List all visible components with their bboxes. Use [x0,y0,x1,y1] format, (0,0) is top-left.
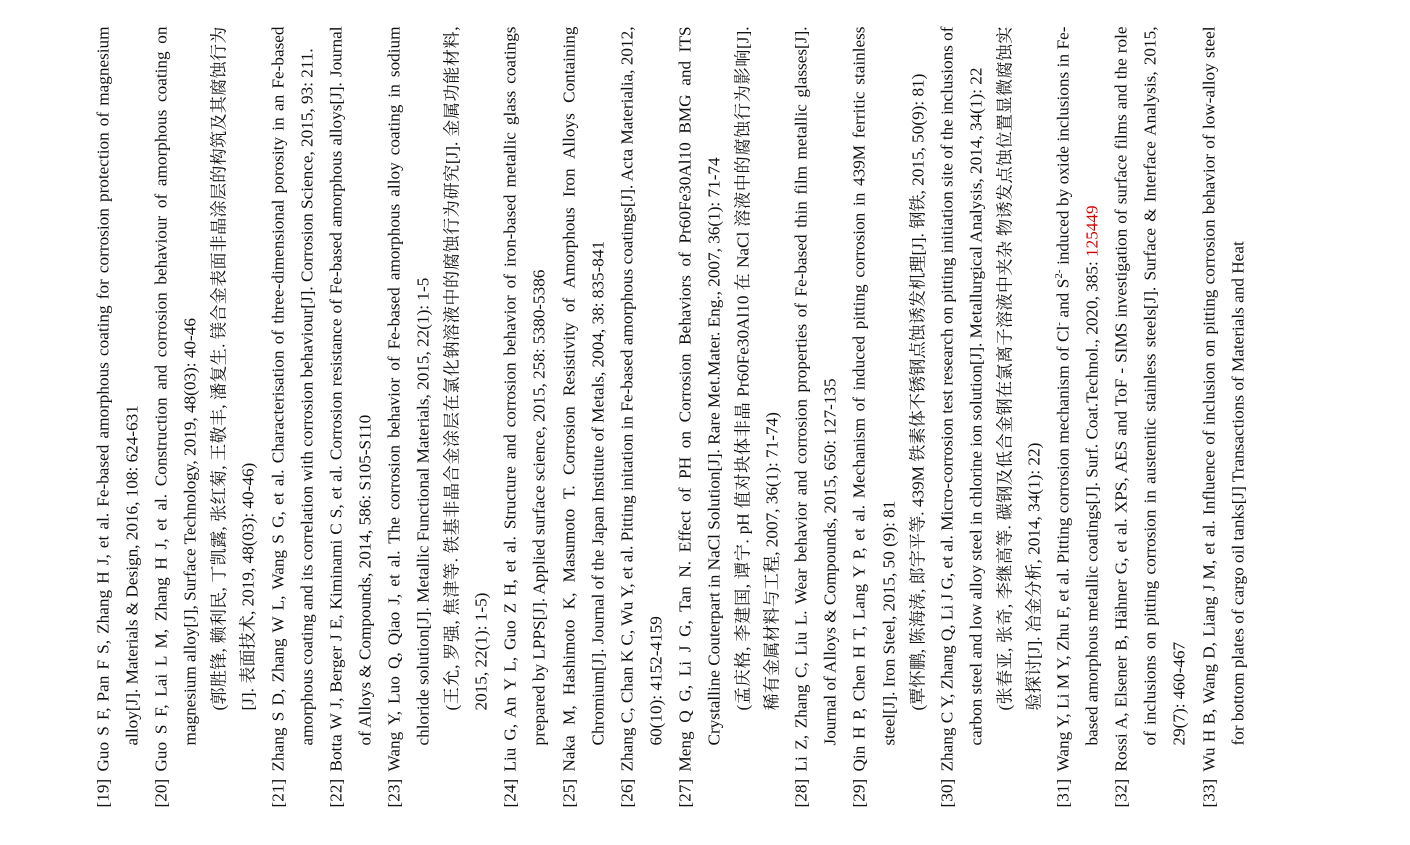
reference-text: Guo S F, Pan F S, Zhang H J, et al. Fe-based amorphous coating for corrosion protection of magnesium alloy[J]. Materials & Design, 2016, 108: 624-631 [93,26,142,771]
reference-number: [24] [500,778,520,807]
reference-number: [20] [151,778,171,807]
reference-text: Botta W J, Berger J E, Kiminami C S, et al. Corrosion resistance of Fe-based amorphous alloys[J]. Journal of Alloys & Compounds, 2014, 586: S105-S110 [325,26,374,771]
reference-text: Meng Q G, Li J G, Tan N. Effect of PH on Corrosion Behaviors of Pr60Fe30Al10 BMG and ITS Crystalline Couterpart in NaCl Solution[J]. Rare Met.Mater. Eng., 2007, 36(1): 71-74 [674,26,723,771]
superscript: - [1052,321,1065,326]
reference-number: [31] [1053,778,1073,807]
reference-text: Qin H P, Chen H T, Lang Y P, et al. Mechanism of induced pitting corrosion in 439M ferritic stainless steel[J]. Iron Steel, 2015, 50 (9): 81 [849,26,898,771]
reference-33 [1194,26,1252,807]
reference-number: [26] [616,778,636,807]
reference-text: Zhang C Y, Zhang Q, Li J G, et al. Micro-corrosion test research on pitting initiation site of the inclusions of carbon steel and low alloy steel in chlorine ion solution[J]. Metallurgical Analysis, 2014, 34(1): 22 [936,26,985,771]
reference-text: Rossi A, Elsener B, Hähner G, et al. XPS, AES and ToF - SIMS investigation of surface films and the role of inclusions on pitting corrosion in austenitic stainless steels[J]. Surface & Interface Analysis, 2015, 29(7): 460-467 [1111,26,1189,771]
reference-number: [29] [849,778,869,807]
reference-number: [30] [936,778,956,807]
reference-number: [23] [383,778,403,807]
reference-25 [554,26,612,807]
reference-text: Zhang S D, Zhang W L, Wang S G, et al. Characterisation of three-dimensional porosity in an Fe-based amorphous coating and its correlation with corrosion behaviour[J]. Corrosion Science, 2015, 93: 211. [267,26,316,771]
reference-number: [28] [791,778,811,807]
reference-text: Naka M, Hashimoto K, Masumoto T. Corrosion Resistivity of Amorphous Iron Alloys Containing Chromium[J]. Journal of the Japan Institute of Metals, 2004, 38: 835-841 [558,26,607,771]
reference-29 [844,26,931,807]
reference-text: Guo S F, Lai L M, Zhang H J, et al. Construction and corrosion behaviour of amorphous coating on magnesium alloy[J], Surface Technology, 2019, 48(03): 40-46 [151,26,200,771]
reference-text-chinese: (覃怀鹏, 陈海涛, 郎宇平等. 439M 铁素体不锈钢点蚀诱发机理[J]. 钢铁, 2015, 50(9): 81) [907,73,927,710]
reference-text-chinese: (孟庆格, 李建国, 谭宁. pH 值对块体非晶 Pr60Fe30Al10 在 NaCl 溶液中的腐蚀行为影响[J]. 稀有金属材料与工程, 2007, 36(1): 71-74) [733,26,782,710]
reference-text: Li Z, Zhang C, Liu L. Wear behavior and corrosion properties of Fe-based thin film metallic glasses[J]. Journal of Alloys & Compounds, 2015, 650: 127-135 [791,26,840,771]
reference-21 [263,26,321,807]
reference-number: [25] [558,778,578,807]
reference-31 [1048,26,1106,807]
reference-23 [379,26,495,807]
reference-text-chinese: (张春亚, 张奇, 李继高等. 碳钢及低合金钢在氯离子溶液中夹杂 物诱发点蚀位置显微腐蚀实验探讨[J]. 冶金分析, 2014, 34(1): 22) [994,26,1043,710]
reference-number: [21] [267,778,287,807]
reference-text: Liu G, An Y L, Guo Z H, et al. Structure and corrosion behavior of iron-based metallic glass coatings prepared by LPPS[J]. Applied surface science, 2015, 258: 5380-5386 [500,26,549,771]
reference-text-part: Wang Y, Li M Y, Zhu F, et al. Pitting corrosion mechanism of Cl [1053,325,1073,771]
reference-24 [495,26,553,807]
reference-20 [146,26,262,807]
reference-26 [612,26,670,807]
reference-text-chinese: (郭胜锋, 赖利民, 丁凯露, 张红菊, 王敬丰, 潘复生. 镁合金表面非晶涂层的构筑及其腐蚀行为[J]. 表面技术, 2019, 48(03): 40-46) [209,26,258,710]
reference-27 [670,26,786,807]
reference-number: [33] [1198,778,1218,807]
reference-28 [786,26,844,807]
reference-number: [32] [1111,778,1131,807]
reference-22 [321,26,379,807]
reference-text-part: and S [1053,278,1073,322]
reference-number: [22] [325,778,345,807]
reference-text-chinese: (王允, 罗强, 焦津等. 铁基非晶合金涂层在氯化钠溶液中的腐蚀行为研究[J]. 金属功能材料, 2015, 22(1): 1-5) [442,26,491,710]
reference-text: Wu H B, Wang D, Liang J M, et al. Influence of inclusion on pitting corrosion behavior of low-alloy steel for bottom plates of cargo oil tanks[J] Transactions of Materials and Heat [1198,26,1247,771]
reference-30 [932,26,1048,807]
reference-text-part: induced by oxide inclusions in Fe-based amorphous metallic coatings[J]. Surf. Coat.Technol., 2020, 385: [1053,26,1102,745]
reference-text: Wang Y, Luo Q, Qiao J, et al. The corrosion behavior of Fe-based amorphous alloy coating in sodium chloride solution[J]. Metallic Functional Materials, 2015, 22(1): 1-5 [383,26,433,771]
reference-32 [1106,26,1193,807]
reference-19 [88,26,146,807]
reference-text: Zhang C, Chan K C, Wu Y, et al. Pitting initation in Fe-based amorphous coatings[J]. Acta Materialia, 2012, 60(10): 4152-4159 [616,26,665,771]
article-number-highlight: 125449 [1082,204,1102,257]
reference-number: [19] [93,778,112,807]
reference-number: [27] [674,778,694,807]
superscript: 2- [1052,268,1065,279]
